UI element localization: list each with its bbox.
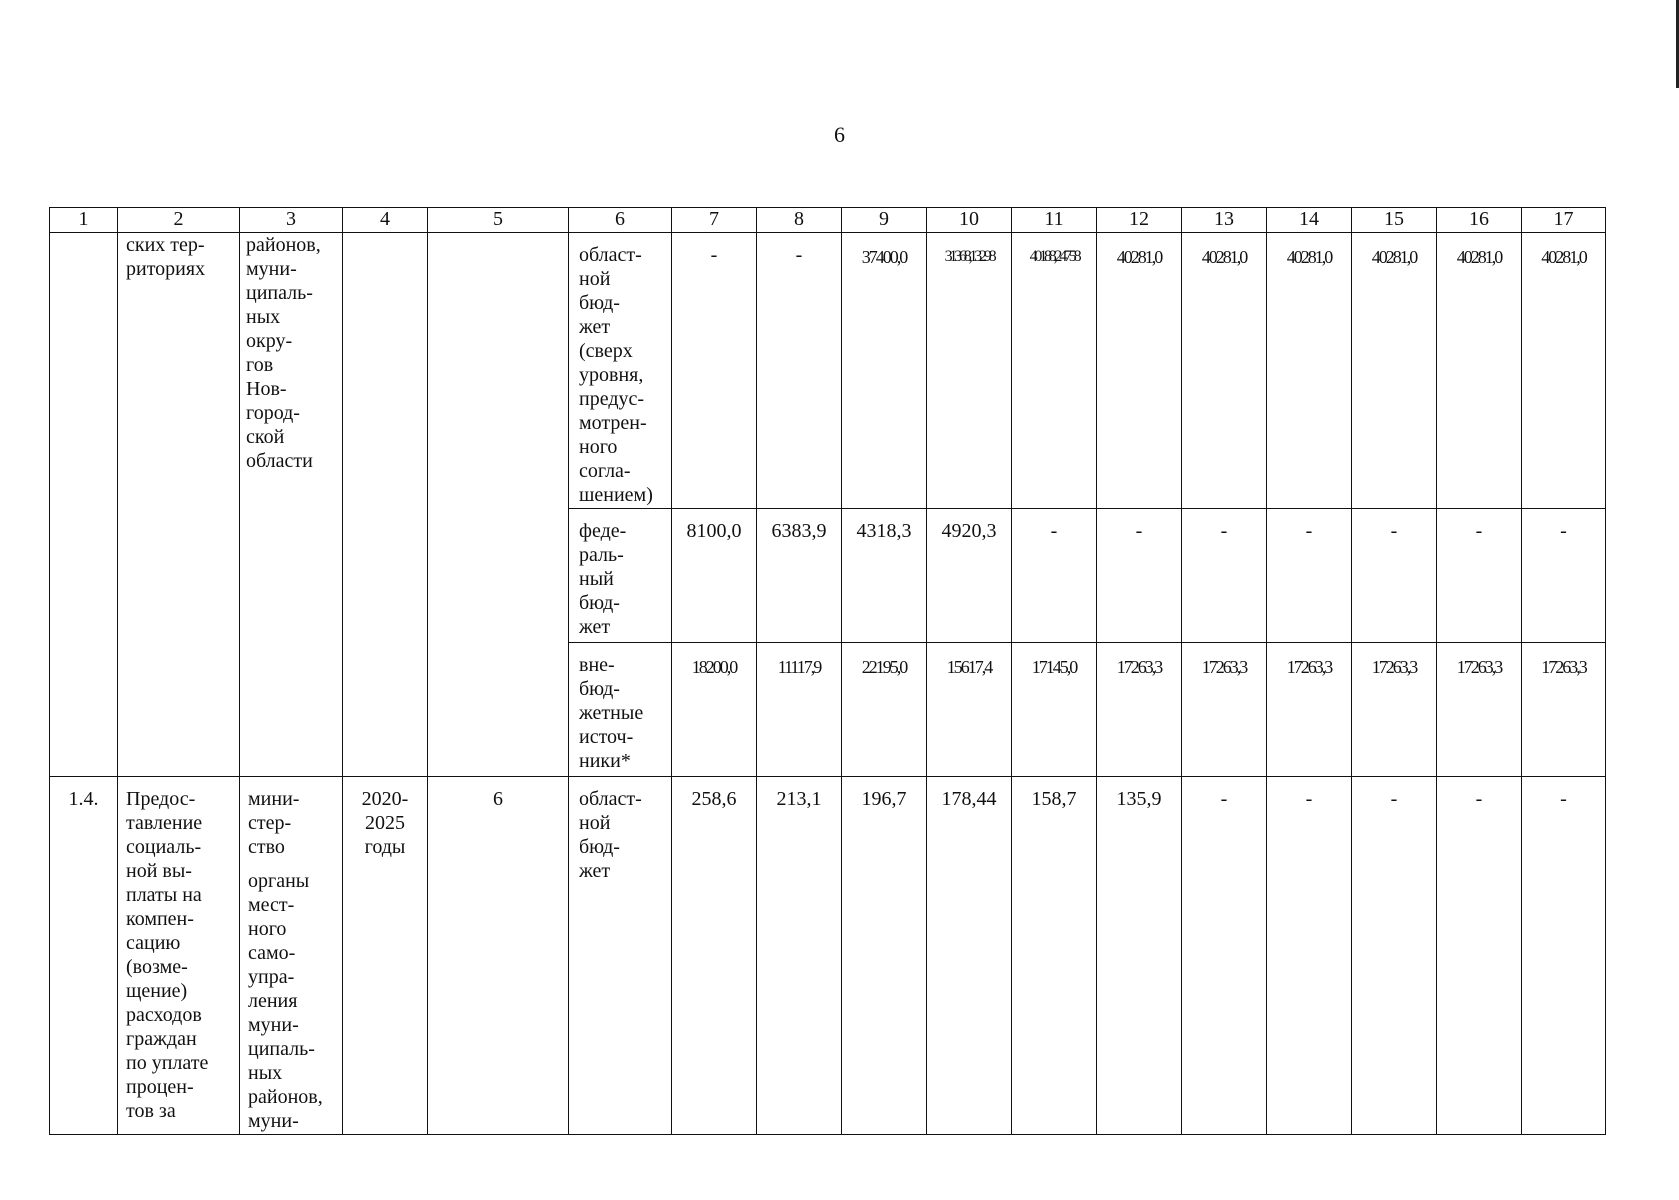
column-header: 4 bbox=[343, 208, 428, 233]
column-header: 9 bbox=[842, 208, 927, 233]
value-cell: - bbox=[1352, 777, 1437, 1135]
value-cell: - bbox=[1437, 509, 1522, 643]
executor-cell: районов, муни- ципаль- ных окру- гов Нов- город- ской области bbox=[240, 233, 343, 777]
column-header: 11 bbox=[1012, 208, 1097, 233]
funding-source-cell: вне- бюд- жетные источ- ники* bbox=[569, 643, 672, 777]
value-cell: 178,44 bbox=[927, 777, 1012, 1135]
row-number-cell: 1.4. bbox=[50, 777, 118, 1135]
column-header: 1 bbox=[50, 208, 118, 233]
value-cell: - bbox=[1267, 509, 1352, 643]
value-cell: 40281,0 bbox=[1352, 233, 1437, 509]
column-header: 14 bbox=[1267, 208, 1352, 233]
value-cell: 15617,4 bbox=[927, 643, 1012, 777]
column-header: 8 bbox=[757, 208, 842, 233]
column-header: 12 bbox=[1097, 208, 1182, 233]
value-cell: 37400,0 bbox=[842, 233, 927, 509]
value-cell: 17263,3 bbox=[1097, 643, 1182, 777]
activity-name-cell: ских тер- риториях bbox=[118, 233, 240, 777]
value-cell: - bbox=[1182, 509, 1267, 643]
value-cell: 17263,3 bbox=[1182, 643, 1267, 777]
value-cell: 4318,3 bbox=[842, 509, 927, 643]
value-cell: 40188,24758 bbox=[1012, 233, 1097, 509]
row-number-cell bbox=[50, 233, 118, 777]
value-cell: 8100,0 bbox=[672, 509, 757, 643]
value-cell: 158,7 bbox=[1012, 777, 1097, 1135]
value-cell: 196,7 bbox=[842, 777, 927, 1135]
funding-source-cell: феде- раль- ный бюд- жет bbox=[569, 509, 672, 643]
column-header: 17 bbox=[1522, 208, 1606, 233]
value-cell: - bbox=[1182, 777, 1267, 1135]
executor-cell: мини- стер- ство органы мест- ного само- упра- ления муни- ципаль- ных районов, муни- bbox=[240, 777, 343, 1135]
activity-name-cell: Предос- тавление социаль- ной вы- платы на компен- сацию (возме- щение) расходов граждан по уплате процен- тов за bbox=[118, 777, 240, 1135]
value-cell: 17263,3 bbox=[1522, 643, 1606, 777]
value-cell: - bbox=[1437, 777, 1522, 1135]
value-cell: 22195,0 bbox=[842, 643, 927, 777]
column-header: 13 bbox=[1182, 208, 1267, 233]
target-cell: 6 bbox=[428, 777, 569, 1135]
value-cell: - bbox=[757, 233, 842, 509]
column-header: 16 bbox=[1437, 208, 1522, 233]
value-cell: - bbox=[1522, 777, 1606, 1135]
value-cell: 4920,3 bbox=[927, 509, 1012, 643]
value-cell: 40281,0 bbox=[1182, 233, 1267, 509]
period-cell: 2020- 2025 годы bbox=[343, 777, 428, 1135]
value-cell: 40281,0 bbox=[1097, 233, 1182, 509]
value-cell: - bbox=[1352, 509, 1437, 643]
value-cell: 40281,0 bbox=[1437, 233, 1522, 509]
value-cell: 6383,9 bbox=[757, 509, 842, 643]
column-header: 7 bbox=[672, 208, 757, 233]
value-cell: - bbox=[1522, 509, 1606, 643]
value-cell: 135,9 bbox=[1097, 777, 1182, 1135]
value-cell: 17263,3 bbox=[1267, 643, 1352, 777]
column-header: 5 bbox=[428, 208, 569, 233]
value-cell: 213,1 bbox=[757, 777, 842, 1135]
page-number: 6 bbox=[834, 122, 845, 147]
column-header: 2 bbox=[118, 208, 240, 233]
period-cell bbox=[343, 233, 428, 777]
table-header-row bbox=[50, 208, 1606, 233]
value-cell: 17145,0 bbox=[1012, 643, 1097, 777]
table-row bbox=[50, 233, 1606, 509]
column-header: 10 bbox=[927, 208, 1012, 233]
funding-source-cell: област- ной бюд- жет bbox=[569, 777, 672, 1135]
value-cell: 258,6 bbox=[672, 777, 757, 1135]
table-row bbox=[50, 777, 1606, 1135]
budget-table bbox=[49, 207, 1606, 1135]
value-cell: - bbox=[672, 233, 757, 509]
target-cell bbox=[428, 233, 569, 777]
value-cell: - bbox=[1267, 777, 1352, 1135]
column-header: 3 bbox=[240, 208, 343, 233]
value-cell: - bbox=[1097, 509, 1182, 643]
value-cell: 40281,0 bbox=[1522, 233, 1606, 509]
value-cell: - bbox=[1012, 509, 1097, 643]
value-cell: 18200,0 bbox=[672, 643, 757, 777]
value-cell: 17263,3 bbox=[1437, 643, 1522, 777]
column-header: 15 bbox=[1352, 208, 1437, 233]
value-cell: 31368,13298 bbox=[927, 233, 1012, 509]
value-cell: 11117,9 bbox=[757, 643, 842, 777]
funding-source-cell: област- ной бюд- жет (сверх уровня, предус- мотрен- ного согла- шением) bbox=[569, 233, 672, 509]
column-header: 6 bbox=[569, 208, 672, 233]
value-cell: 17263,3 bbox=[1352, 643, 1437, 777]
value-cell: 40281,0 bbox=[1267, 233, 1352, 509]
